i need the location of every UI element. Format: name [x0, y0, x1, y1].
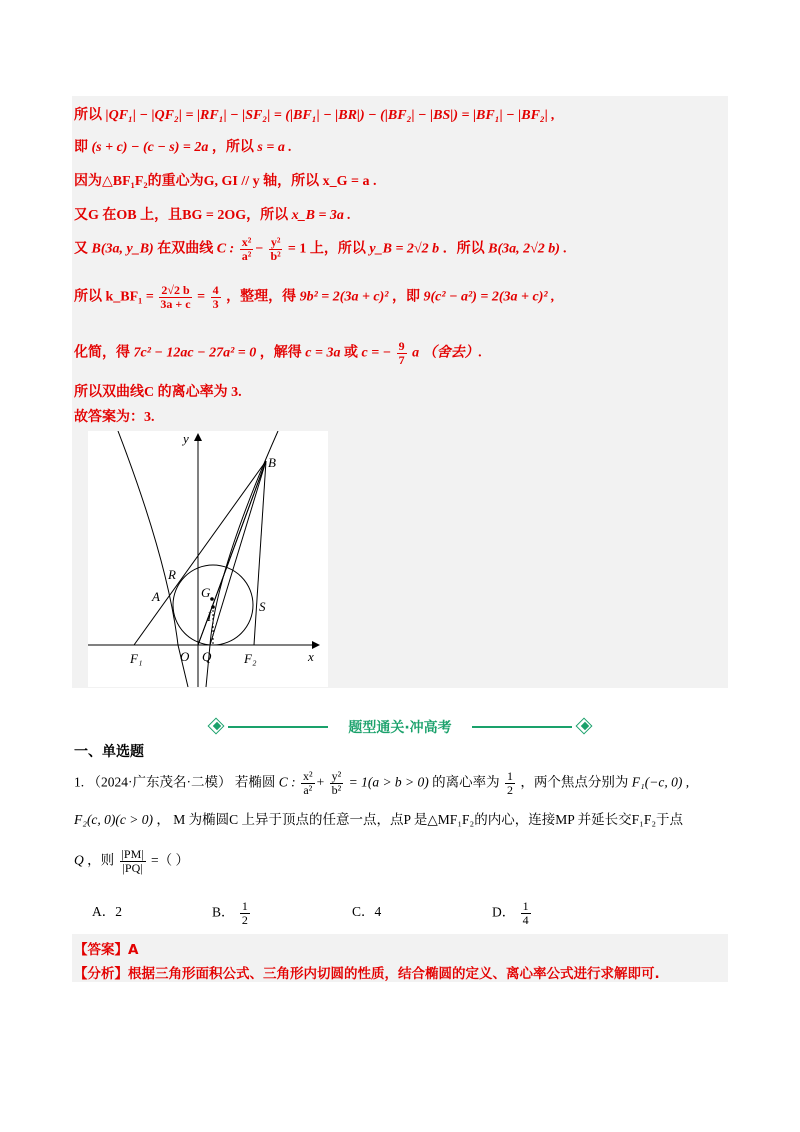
label-O: O — [180, 649, 190, 664]
figure-svg — [88, 431, 328, 687]
analysis-text: 根据三角形面积公式、三角形内切圆的性质，结合椭圆的定义、离心率公式进行求解即可. — [128, 966, 660, 982]
line-F1B — [134, 461, 266, 645]
label-B: B — [268, 455, 276, 470]
math: 7c² − 12ac − 27a² = 0 — [133, 345, 257, 361]
text: ，则 — [87, 852, 115, 868]
fraction: $\frac{\text{x²}}{\text{a²}}$ — [303, 769, 313, 797]
text: 又G 在OB 上，且BG = 2OG，所以 — [74, 208, 289, 223]
label-I: I — [207, 609, 212, 624]
math: a （舍去）. — [412, 345, 483, 361]
math: |QF₁| − |QF₂| = |RF₁| − |SF₂| = (|BF₁| − |BR|) − (|BF₂| − |BS|) = |BF₁| − |BF₂| , — [105, 108, 555, 123]
answer-value: A — [128, 942, 139, 958]
fraction: $\frac{4}{3}$ — [212, 283, 219, 311]
math: c = − — [361, 345, 392, 361]
text: 故答案为：3. — [74, 410, 155, 425]
math: = 1(a > b > 0) — [348, 774, 429, 790]
math: F₁(−c, 0) , — [631, 774, 690, 790]
math: (s + c) − (c − s) = 2a — [91, 140, 209, 155]
point-G — [210, 597, 214, 601]
label-R: R — [168, 567, 176, 582]
text: 的离心率为 — [432, 774, 500, 790]
option-b[interactable]: B． $\frac{1}{2}$ — [212, 899, 248, 927]
math: B(3a, y_B) — [91, 241, 154, 257]
text: 即 — [74, 140, 88, 155]
text: ，即 — [392, 289, 420, 305]
question-line-3 — [74, 848, 189, 875]
label-A: A — [152, 589, 160, 604]
answer-line — [74, 938, 138, 958]
math: C : — [278, 774, 296, 790]
solution-line-7 — [74, 340, 482, 367]
fraction: $\frac{\text{x²}}{\text{a²}}$ — [241, 235, 252, 263]
solution-line-8 — [74, 381, 242, 401]
solution-line-1 — [74, 104, 555, 124]
option-c[interactable]: C．4 — [352, 904, 382, 919]
math: 9b² = 2(3a + c)² — [299, 289, 389, 305]
text: ．所以 — [442, 241, 485, 257]
text: 在双曲线 — [157, 241, 214, 257]
text: =（ ） — [151, 852, 190, 868]
text: 或 — [343, 345, 358, 361]
text: 所以 k_BF₁ = — [74, 289, 154, 305]
text: ，整理，得 — [226, 289, 297, 305]
option-a[interactable]: A．2 — [92, 904, 122, 919]
label-x: x — [308, 649, 314, 664]
line-QB — [210, 461, 266, 645]
text: 所以双曲线C 的离心率为 3. — [74, 385, 242, 400]
fraction: $\frac{\text{y²}}{\text{b²}}$ — [270, 235, 281, 263]
x-axis-arrow — [312, 641, 320, 649]
solution-line-5: 又 B(3a, y_B) 在双曲线 C : $\frac{\text{x²}}{\text{a²}}$ − $\frac{\text{y²}}{\text{b²}}$ = 1 上，所以 y_B = 2√2 b ．所以 B(3a, 2√2 b) . — [74, 235, 567, 263]
analysis-label: 【分析】 — [74, 966, 128, 982]
text: ， — [156, 812, 170, 827]
solution-line-4 — [74, 204, 351, 224]
math: c = 3a — [305, 345, 341, 361]
banner-title: 题型通关·冲高考 — [348, 720, 452, 736]
text: ，解得 — [259, 345, 302, 361]
math: C : — [216, 241, 235, 257]
solution-line-6 — [74, 284, 555, 311]
math: y_B = 2√2 b — [369, 241, 440, 257]
fraction: $\frac{2√2 b}{3a + c}$ — [160, 283, 191, 311]
banner-line-right — [472, 726, 572, 728]
point-I — [211, 605, 215, 609]
text: M 为椭圆C 上异于顶点的任意一点，点P 是△MF₁F₂的内心，连接MP 并延长交F₁F₂于点 — [173, 812, 684, 827]
fraction: $\frac{\text{y²}}{\text{b²}}$ — [331, 769, 342, 797]
option-d[interactable]: D． $\frac{1}{4}$ — [492, 899, 529, 927]
math: Q — [74, 852, 84, 868]
label-F1: F₁ — [130, 651, 143, 666]
fraction: $\frac{|PM|}{|PQ|}$ — [121, 847, 144, 875]
question-line-2 — [74, 808, 683, 828]
label-G: G — [201, 585, 211, 600]
math: s = a . — [257, 140, 292, 155]
text: 若椭圆 — [234, 774, 276, 790]
solution-line-3 — [74, 170, 376, 190]
question-line-1: 1. （2024·广东茂名·二模） 若椭圆 C : $\frac{\text{x²}}{\text{a²}}$ + $\frac{\text{y²}}{\text{b²}}$ = 1(a > b > 0) 的离心率为 $\frac{1}{2}$ ，两个焦点分别为 F₁(−c, 0) , — [74, 769, 690, 797]
text: 因为△BF₁F₂的重心为G, GI // y 轴，所以 x_G = a . — [74, 174, 377, 189]
solution-line-2 — [74, 136, 292, 156]
text: = 1 上，所以 — [287, 241, 366, 257]
math: F₂(c, 0)(c > 0) — [74, 812, 154, 827]
text: ，两个焦点分别为 — [520, 774, 629, 790]
section-banner — [200, 714, 600, 740]
math: x_B = 3a . — [291, 208, 351, 223]
label-y: y — [183, 431, 189, 446]
math: B(3a, 2√2 b) . — [488, 241, 567, 257]
text: 又 — [74, 241, 88, 257]
text: ，所以 — [211, 140, 254, 155]
solution-line-9 — [74, 406, 155, 426]
label-Q: Q — [202, 649, 212, 664]
text: 所以 — [74, 108, 102, 123]
question-source: （2024·广东茂名·二模） — [87, 774, 232, 790]
section-title: 一、单选题 — [74, 744, 144, 760]
text: 化简，得 — [74, 345, 130, 361]
math: 9(c² − a²) = 2(3a + c)² , — [423, 289, 555, 305]
label-S: S — [259, 599, 266, 614]
hyperbola-left-branch — [118, 431, 188, 687]
answer-label: 【答案】 — [74, 942, 128, 958]
y-axis-arrow — [194, 433, 202, 441]
fraction: $\frac{1}{2}$ — [507, 769, 514, 797]
text: = — [197, 289, 206, 305]
fraction: $\frac{9}{7}$ — [398, 339, 405, 367]
analysis-line — [74, 962, 660, 982]
question-number: 1. — [74, 774, 85, 790]
hyperbola-figure — [88, 431, 328, 687]
label-F2: F₂ — [244, 651, 257, 666]
